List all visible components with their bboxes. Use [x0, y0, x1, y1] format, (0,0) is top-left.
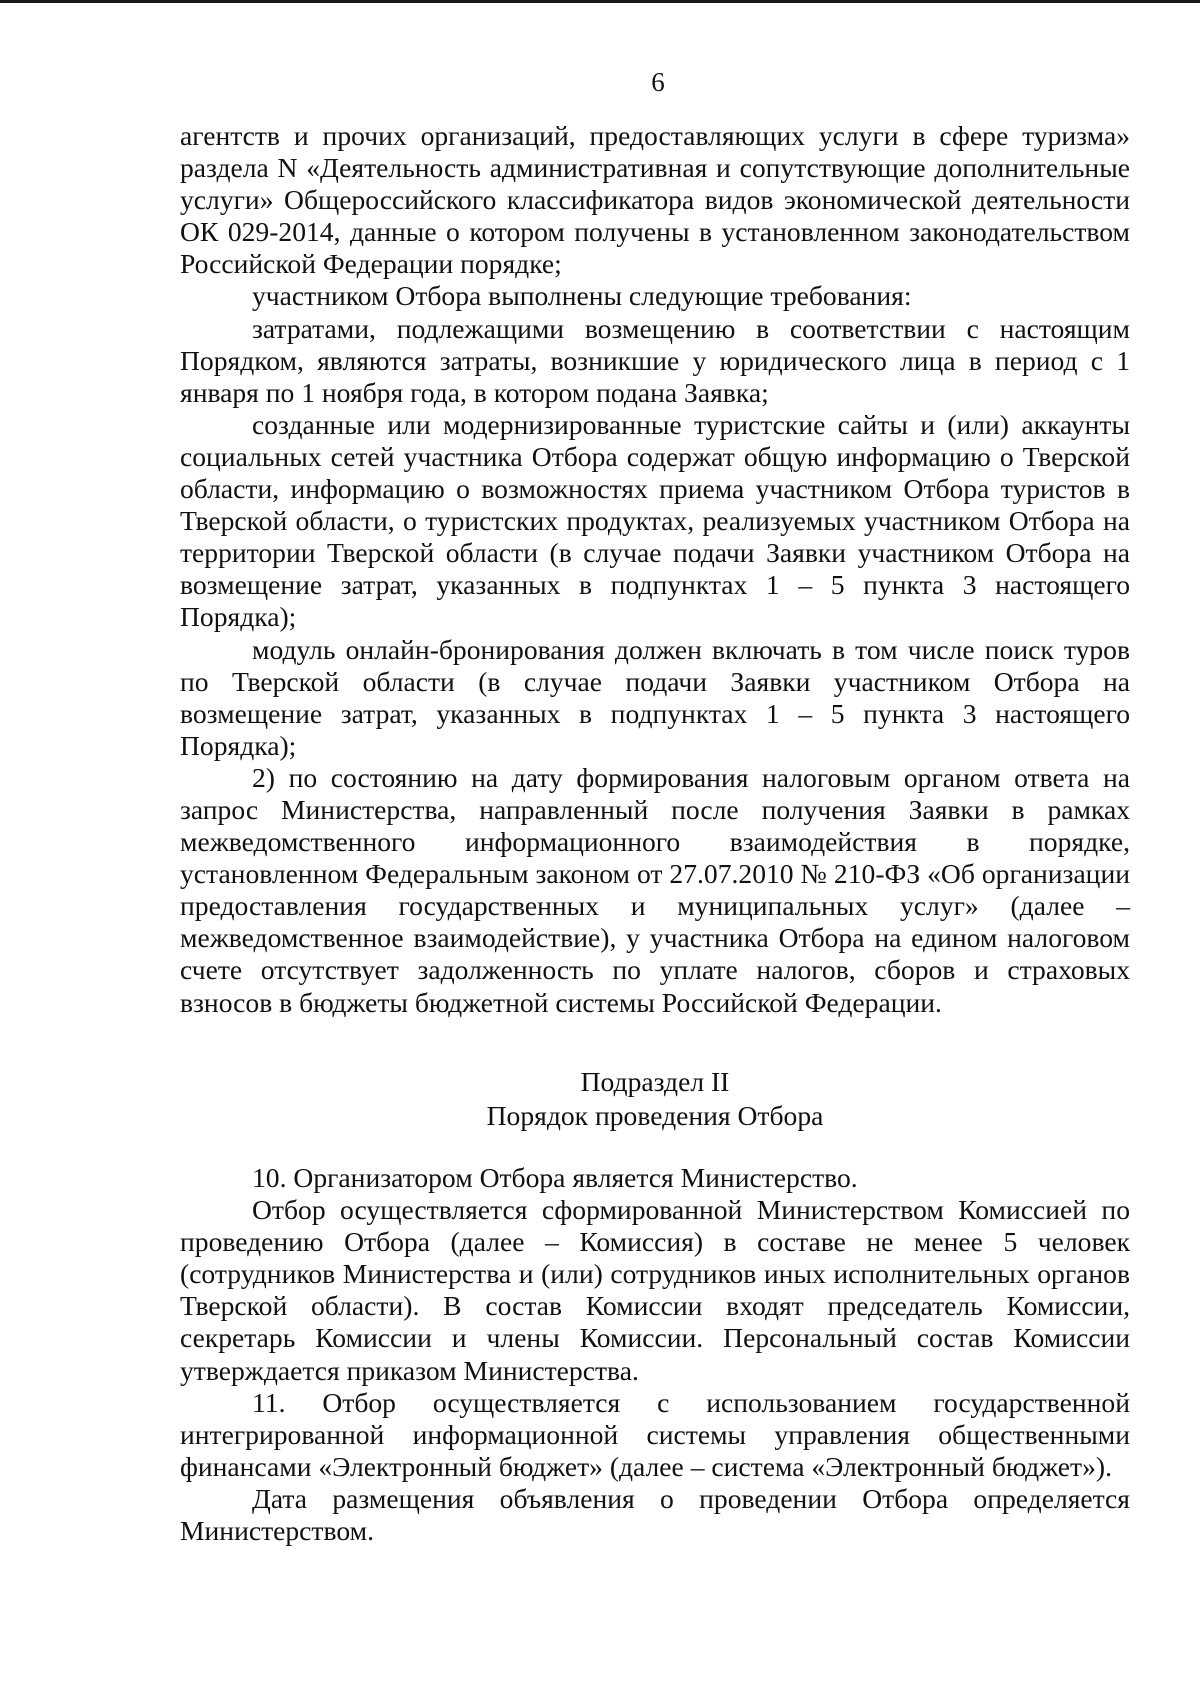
- paragraph-3: затратами, подлежащими возмещению в соответствии с настоящим Порядком, являются затраты, возникшие у юридического лица в период с 1 января по 1 ноября года, в котором подана Заявка;: [180, 312, 1130, 408]
- paragraph-5: модуль онлайн-бронирования должен включать в том числе поиск туров по Тверской области (в случае подачи Заявки участником Отбора на возмещение затрат, указанных в подпунктах 1 – 5 пункта 3 настоящего Порядка);: [180, 633, 1130, 761]
- paragraph-4: созданные или модернизированные туристские сайты и (или) аккаунты социальных сетей участника Отбора содержат общую информацию о Тверской области, информацию о возможностях приема участником Отбора туристов в Тверской области, о туристских продуктах, реализуемых участником Отбора на территории Тверской области (в случае подачи Заявки участником Отбора на возмещение затрат, указанных в подпунктах 1 – 5 пункта 3 настоящего Порядка);: [180, 408, 1130, 633]
- paragraph-6: 2) по состоянию на дату формирования налоговым органом ответа на запрос Министерства, направленный после получения Заявки в рамках межведомственного информационного взаимодействия в порядке, установленном Федеральным законом от 27.07.2010 № 210-ФЗ «Об организации предоставления государственных и муниципальных услуг» (далее – межведомственное взаимодействие), у участника Отбора на едином налоговом счете отсутствует задолженность по уплате налогов, сборов и страховых взносов в бюджеты бюджетной системы Российской Федерации.: [180, 761, 1130, 1018]
- paragraph-11: 11. Отбор осуществляется с использованием государственной интегрированной информационной системы управления общественными финансами «Электронный бюджет» (далее – система «Электронный бюджет»).: [180, 1386, 1130, 1482]
- paragraph-date: Дата размещения объявления о проведении Отбора определяется Министерством.: [180, 1482, 1130, 1547]
- page-top-border: [0, 0, 1200, 3]
- paragraph-commission: Отбор осуществляется сформированной Министерством Комиссией по проведению Отбора (далее – Комиссия) в составе не менее 5 человек (сотрудников Министерства и (или) сотрудников иных исполнительных органов Тверской области). В состав Комиссии входят председатель Комиссии, секретарь Комиссии и члены Комиссии. Персональный состав Комиссии утверждается приказом Министерства.: [180, 1194, 1130, 1386]
- paragraph-10: 10. Организатором Отбора является Министерство.: [252, 1162, 858, 1193]
- body-text-block-2: [180, 1162, 1130, 1547]
- paragraph-2: участником Отбора выполнены следующие требования:: [252, 280, 912, 312]
- subsection-title: Порядок проведения Отбора: [486, 1100, 824, 1131]
- body-text-block-1: [180, 120, 1130, 1019]
- page-number: 6: [651, 67, 665, 97]
- paragraph-1: агентств и прочих организаций, предоставляющих услуги в сфере туризма» раздела N «Деятельность административная и сопутствующие дополнительные услуги» Общероссийского классификатора видов экономической деятельности ОК 029-2014, данные о котором получены в установленном законодательством Российской Федерации порядке;: [180, 120, 1130, 280]
- subsection-heading: [180, 1065, 1130, 1133]
- subsection-label: Подраздел II: [580, 1066, 730, 1097]
